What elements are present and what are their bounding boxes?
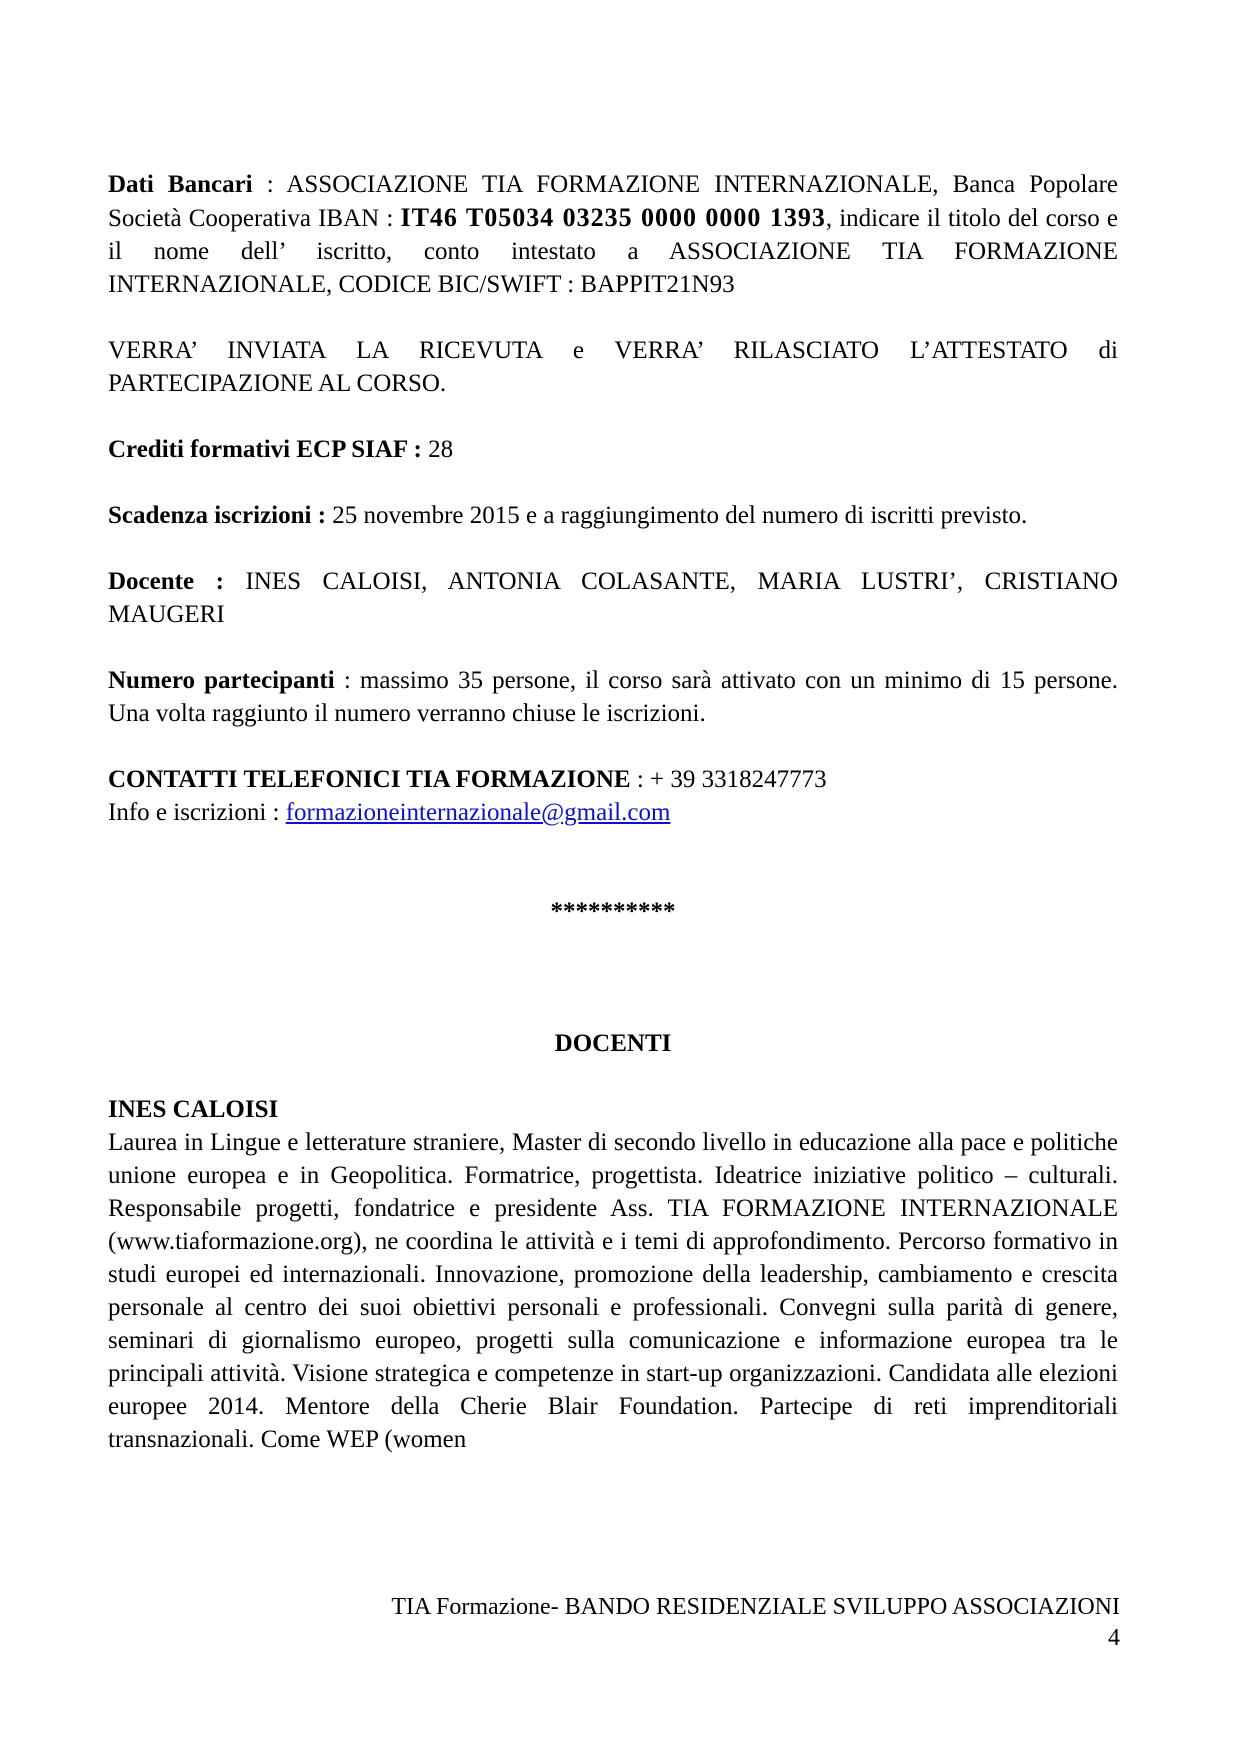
ines-caloisi-heading: INES CALOISI (108, 1096, 279, 1123)
info-line (108, 796, 1118, 829)
asterisk-separator: ********** (550, 898, 676, 925)
info-label: Info e iscrizioni : (108, 799, 286, 826)
contatti-line (108, 763, 1118, 796)
docenti-heading: DOCENTI (554, 1030, 672, 1057)
iban-value: IT46 T05034 03235 0000 0000 1393 (400, 203, 826, 232)
scadenza-label: Scadenza iscrizioni : (108, 502, 327, 529)
paragraph-dati-bancari (108, 168, 1118, 301)
paragraph-ricevuta: VERRA’ INVIATA LA RICEVUTA e VERRA’ RILASCIATO L’ATTESTATO di PARTECIPAZIONE AL CORSO. (108, 337, 1118, 397)
contatti-label: CONTATTI TELEFONICI TIA FORMAZIONE (108, 766, 631, 793)
paragraph-scadenza (108, 499, 1118, 532)
contatti-phone: : + 39 3318247773 (630, 766, 827, 793)
page-footer (108, 1592, 1120, 1654)
paragraph-crediti (108, 433, 1118, 466)
docente-value: INES CALOISI, ANTONIA COLASANTE, MARIA LUSTRI’, CRISTIANO MAUGERI (108, 568, 1118, 628)
crediti-label: Crediti formativi ECP SIAF : (108, 436, 422, 463)
page-number: 4 (1108, 1625, 1120, 1651)
partecipanti-value: : massimo 35 persone, il corso sarà attivato con un minimo di 15 persone. Una volta raggiunto il numero verranno chiuse le iscrizioni. (108, 667, 1118, 727)
docente-label: Docente : (108, 568, 224, 595)
ines-caloisi-bio: Laurea in Lingue e letterature straniere, Master di secondo livello in educazione alla pace e politiche unione europea e in Geopolitica. Formatrice, progettista. Ideatrice iniziative politico – culturali. Responsabile progetti, fondatrice e presidente Ass. TIA FORMAZIONE INTERNAZIONALE (www.tiaformazione.org), ne coordina le attività e i temi di approfondimento. Percorso formativo in studi europei ed internazionali. Innovazione, promozione della leadership, cambiamento e crescita personale al centro dei suoi obiettivi personali e professionali. Convegni sulla parità di genere, seminari di giornalismo europeo, progetti sulla comunicazione e informazione europea tra le principali attività. Visione strategica e competenze in start-up organizzazioni. Candidata alle elezioni europee 2014. Mentore della Cherie Blair Foundation. Partecipe di reti imprenditoriali transnazionali. Come WEP (women (108, 1129, 1118, 1453)
partecipanti-label: Numero partecipanti (108, 667, 335, 694)
scadenza-value: 25 novembre 2015 e a raggiungimento del numero di iscritti previsto. (326, 502, 1028, 529)
dati-bancari-label: Dati Bancari (108, 171, 253, 198)
contact-block (108, 763, 1118, 829)
paragraph-docente (108, 565, 1118, 631)
crediti-value: 28 (421, 436, 454, 463)
dati-bancari-rest: , indicare il titolo del corso e il nome dell’ iscritto, conto intestato a ASSOCIAZIONE TIA FORMAZIONE INTERNAZIONALE, CODICE BIC/SWIFT : BAPPIT21N93 (108, 205, 1118, 298)
dati-bancari-text: : ASSOCIAZIONE TIA FORMAZIONE INTERNAZIONALE, Banca Popolare Società Cooperativa IBAN : (108, 171, 1118, 232)
email-link[interactable]: formazioneinternazionale@gmail.com (285, 799, 671, 826)
footer-title: TIA Formazione- BANDO RESIDENZIALE SVILUPPO ASSOCIAZIONI (391, 1594, 1120, 1620)
paragraph-partecipanti (108, 664, 1118, 730)
